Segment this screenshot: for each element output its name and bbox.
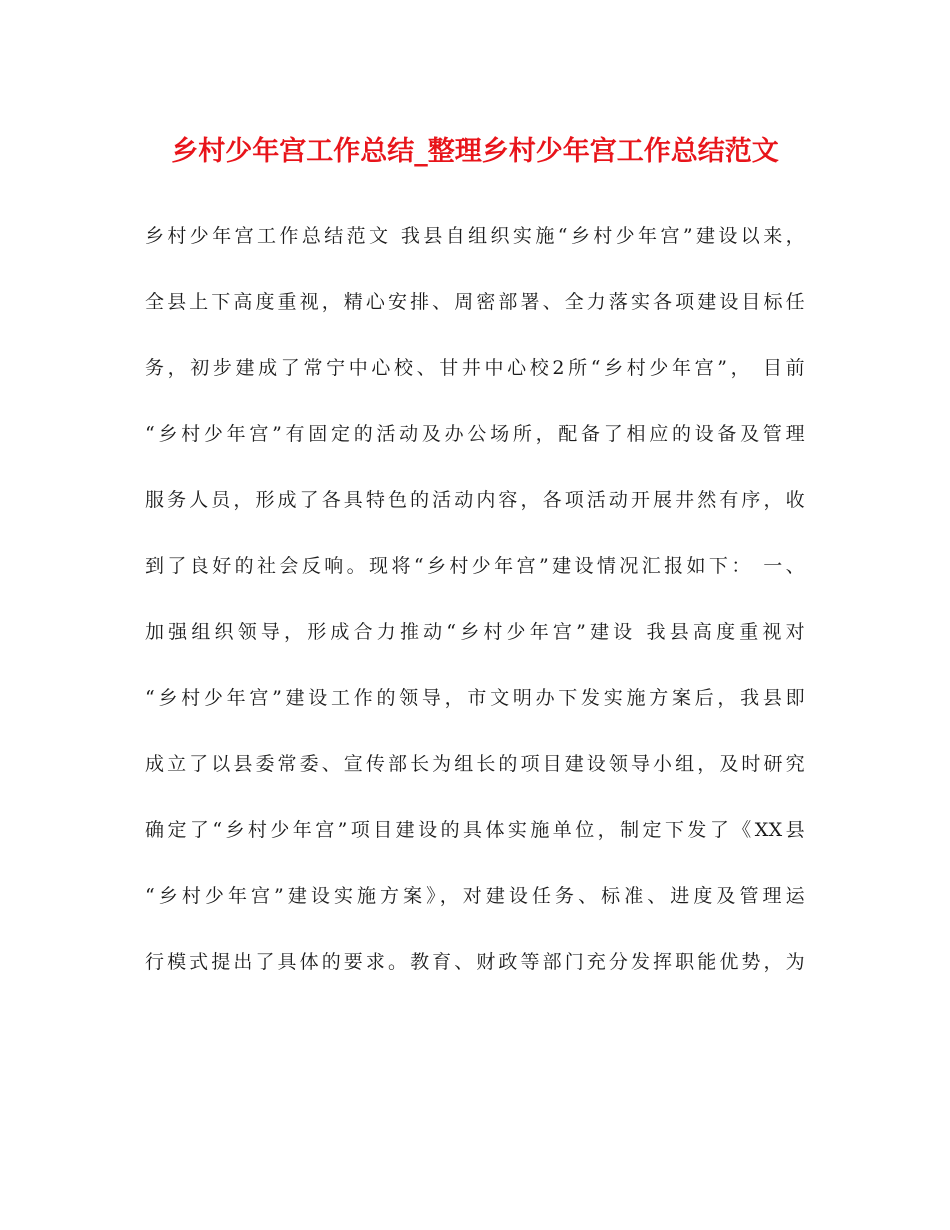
- body-line: 到了良好的社会反响。现将“乡村少年宫”建设情况汇报如下： 一、: [145, 555, 805, 577]
- body-line: 行模式提出了具体的要求。教育、财政等部门充分发挥职能优势，为: [145, 951, 805, 973]
- body-line: 务，初步建成了常宁中心校、甘井中心校2所“乡村少年宫”， 目前: [145, 357, 805, 379]
- body-line: “乡村少年宫”建设工作的领导，市文明办下发实施方案后，我县即: [145, 687, 805, 709]
- body-line: 乡村少年宫工作总结范文 我县自组织实施“乡村少年宫”建设以来，: [145, 225, 805, 247]
- document-title: 乡村少年宫工作总结_整理乡村少年宫工作总结范文: [171, 136, 779, 167]
- body-line: 全县上下高度重视，精心安排、周密部署、全力落实各项建设目标任: [145, 291, 805, 313]
- body-line: 成立了以县委常委、宣传部长为组长的项目建设领导小组，及时研究: [145, 753, 805, 775]
- body-line: “乡村少年宫”有固定的活动及办公场所，配备了相应的设备及管理: [145, 423, 805, 445]
- document-body: [145, 212, 805, 1004]
- body-line: 加强组织领导，形成合力推动“乡村少年宫”建设 我县高度重视对: [145, 621, 805, 643]
- body-line: “乡村少年宫”建设实施方案》，对建设任务、标准、进度及管理运: [145, 885, 805, 907]
- body-line: 服务人员，形成了各具特色的活动内容，各项活动开展井然有序，收: [145, 489, 805, 511]
- body-line: 确定了“乡村少年宫”项目建设的具体实施单位，制定下发了《XX县: [145, 819, 805, 841]
